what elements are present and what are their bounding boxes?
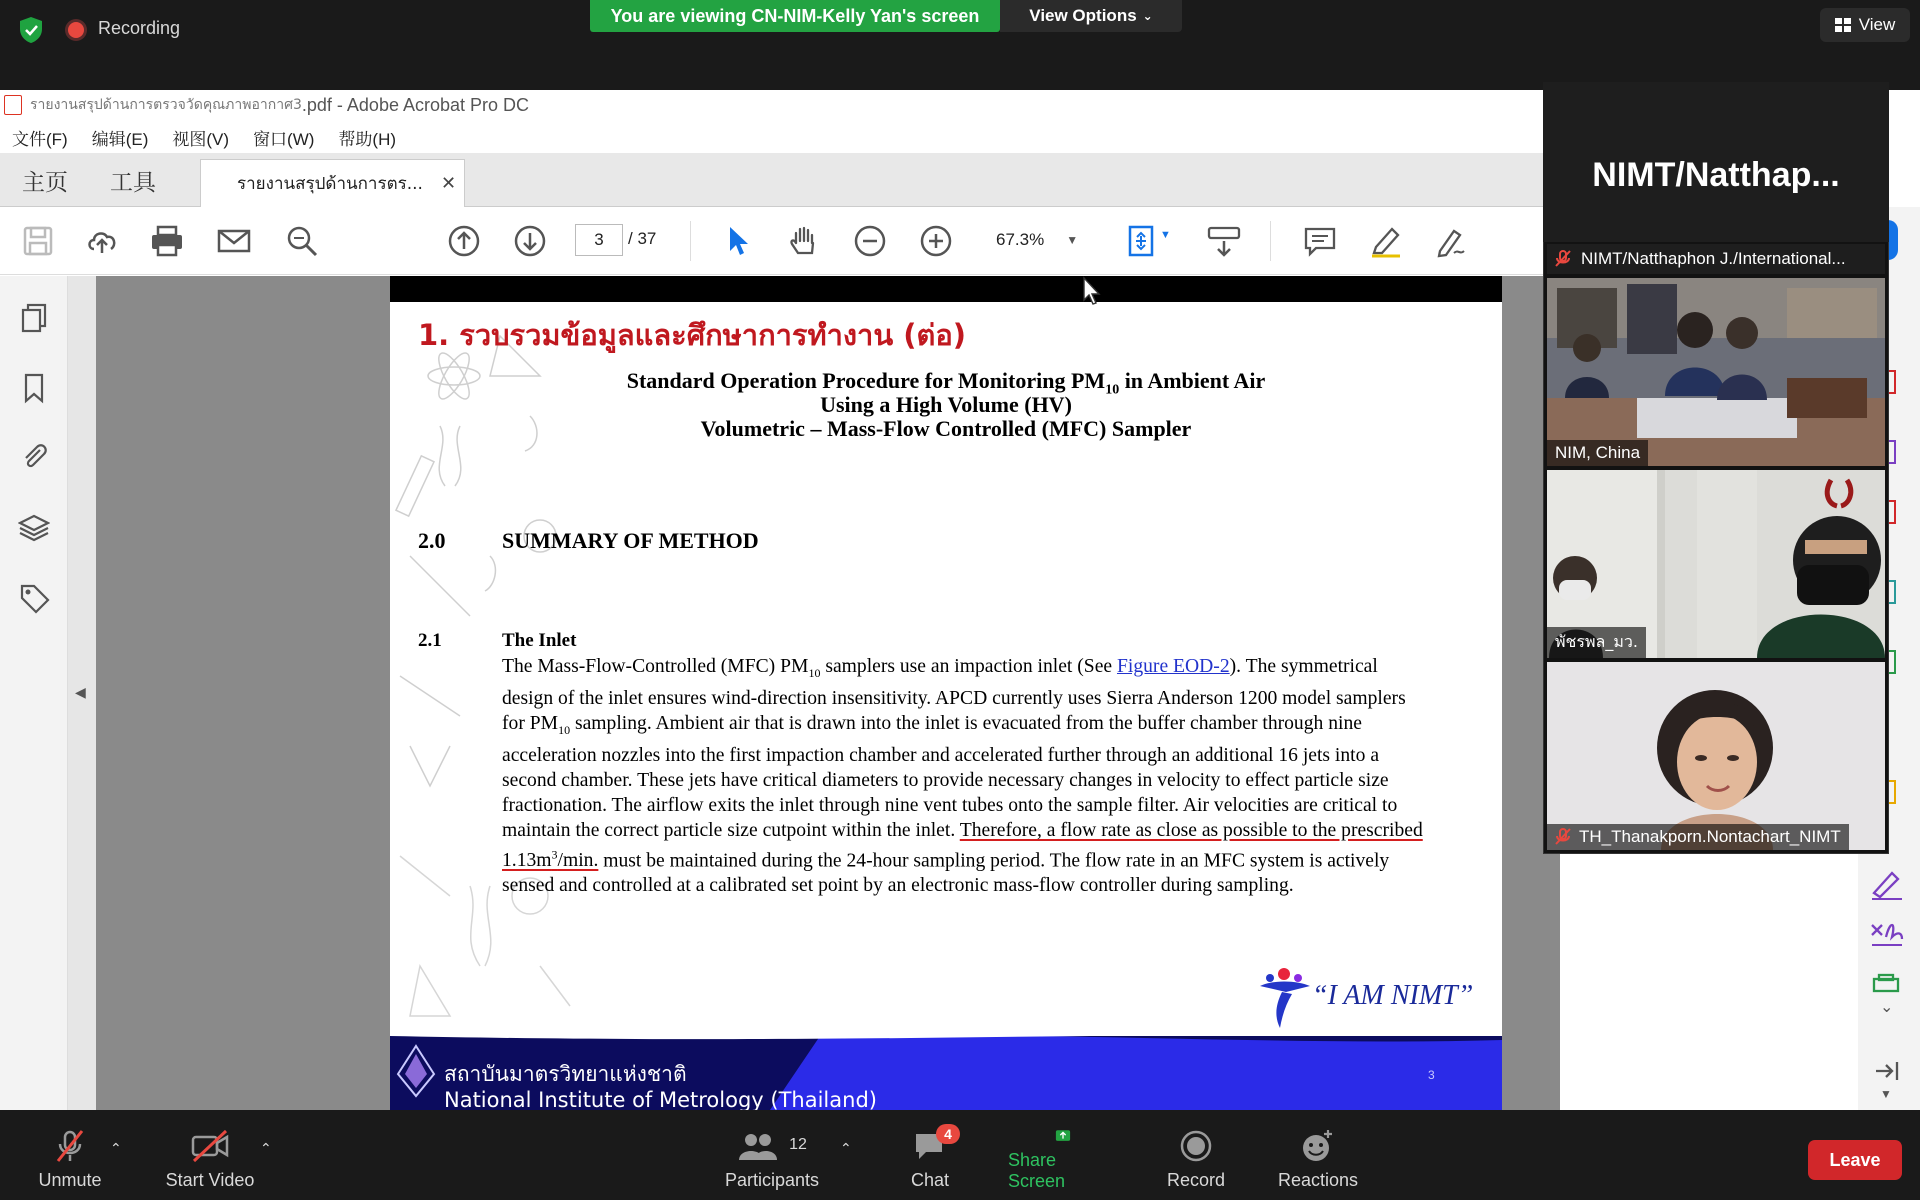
recording-indicator-icon xyxy=(68,22,84,38)
hand-tool-icon[interactable] xyxy=(786,223,822,259)
view-layout-button[interactable] xyxy=(1820,8,1910,42)
hidden-tool-edge xyxy=(1888,650,1896,674)
reactions-button[interactable] xyxy=(1270,1128,1366,1192)
participants-count: 12 xyxy=(789,1136,807,1153)
active-speaker-full-name: NIMT/Natthaphon J./International... xyxy=(1581,249,1846,268)
hidden-tool-edge xyxy=(1888,500,1896,524)
view-label: View xyxy=(1858,15,1896,34)
page-total: / 37 xyxy=(628,229,657,248)
video-tile-participant-2[interactable] xyxy=(1547,470,1885,658)
participants-icon xyxy=(737,1128,779,1164)
doc-title-line-2: Using a High Volume (HV) xyxy=(820,392,1072,417)
slide-page-number: 3 xyxy=(1428,1068,1435,1082)
footer-thai-institute: สถาบันมาตรวิทยาแห่งชาติ xyxy=(444,1062,687,1086)
nimt-figure-icon xyxy=(1252,964,1316,1030)
video-tile-participant-3[interactable] xyxy=(1547,662,1885,850)
collapse-left-icon: ◀ xyxy=(75,684,86,700)
unmute-button[interactable] xyxy=(30,1128,110,1192)
viewing-screen-banner: You are viewing CN-NIM-Kelly Yan's screen xyxy=(590,0,1000,32)
collapse-panel-handle[interactable] xyxy=(68,276,96,1110)
participant-name-label xyxy=(1547,440,1648,466)
toolbar-divider xyxy=(690,221,691,261)
active-speaker-name: NIMT/Natthap... xyxy=(1592,156,1840,194)
tag-icon[interactable] xyxy=(18,582,50,614)
print-icon[interactable] xyxy=(149,223,185,259)
participant-name: NIM, China xyxy=(1555,443,1641,462)
layers-icon[interactable] xyxy=(18,512,50,544)
pdf-page xyxy=(390,276,1502,1110)
attachment-icon[interactable] xyxy=(18,440,50,472)
share-screen-label: Share Screen xyxy=(1008,1150,1066,1191)
menu-view[interactable]: 视图(V) xyxy=(172,129,230,149)
menu-file[interactable]: 文件(F) xyxy=(12,129,68,149)
section-title: SUMMARY OF METHOD xyxy=(502,528,759,553)
caret-down-icon: ▼ xyxy=(1066,233,1079,247)
hidden-tool-edge xyxy=(1888,220,1898,260)
print-production-icon[interactable] xyxy=(1870,973,1904,993)
para-part-5: must be maintained during the 24-hour sampling period. The flow rate in an MFC system is actively sensed and controlled at a calibrated set point by an electronic mass-flow controller during sampling. xyxy=(502,850,1390,897)
thai-slide-heading: 1. รวบรวมข้อมูลและศึกษาการทำงาน (ต่อ) xyxy=(418,318,967,352)
pm-subscript: 10 xyxy=(558,722,571,737)
start-video-label: Start Video xyxy=(165,1170,255,1190)
doc-title-line-3: Volumetric – Mass-Flow Controlled (MFC) Sampler xyxy=(700,416,1192,441)
chat-label: Chat xyxy=(910,1170,950,1190)
subsection-number: 2.1 xyxy=(418,630,442,651)
fit-page-caret-icon[interactable]: ▼ xyxy=(1160,229,1171,241)
reactions-smiley-icon xyxy=(1300,1128,1336,1164)
next-page-icon[interactable] xyxy=(512,223,548,259)
start-video-button[interactable] xyxy=(160,1128,260,1192)
flow-rate-text: Therefore, a flow rate as close as possible to the prescribed 1.13m xyxy=(502,819,1423,872)
toolbar-divider xyxy=(1270,221,1271,261)
chat-unread-badge: 4 xyxy=(936,1124,960,1144)
share-screen-button[interactable] xyxy=(1008,1128,1118,1192)
record-label: Record xyxy=(1166,1170,1226,1190)
para-part-3: ). The symmetrical design of the inlet ensures wind-direction insensitivity. APCD currently uses Sierra Anderson 1200 model samplers for PM xyxy=(502,656,1406,734)
doc-title-line-1-end: in Ambient Air xyxy=(1119,368,1266,393)
hidden-tool-edge xyxy=(1888,370,1896,394)
nimt-emblem-icon xyxy=(394,1044,438,1102)
para-part-4: sampling. Ambient air that is drawn into the inlet is evacuated from the buffer chamber through nine acceleration nozzles into the first impaction chamber and accelerated further through an additional 16 jets into a second chamber. These jets have critical diameters to provide necessary changes in velocity to effect particle size fractionation. The airflow exits the inlet through nine vent tubes onto the sample filter. Air velocities are critical to maintain the correct particle size cutpoint within the inlet. xyxy=(502,712,1398,841)
figure-eod-2-link[interactable]: Figure EOD-2 xyxy=(1116,656,1230,677)
fill-sign-icon[interactable] xyxy=(1868,917,1906,951)
select-cursor-icon[interactable] xyxy=(720,223,756,259)
acrobat-tab-bar xyxy=(0,153,1560,207)
hidden-tool-edge xyxy=(1888,440,1896,464)
participant-name: TH_Thanakporn.Nontachart_NIMT xyxy=(1579,827,1841,846)
zoom-level-select[interactable] xyxy=(980,224,1090,256)
search-icon[interactable] xyxy=(284,223,320,259)
sign-icon[interactable] xyxy=(1434,223,1470,259)
acrobat-toolbar xyxy=(0,207,1560,275)
email-icon[interactable] xyxy=(216,223,252,259)
record-icon xyxy=(1178,1128,1214,1164)
highlight-pen-icon[interactable] xyxy=(1368,223,1404,259)
menu-edit[interactable]: 编辑(E) xyxy=(91,129,149,149)
para-part-1: The Mass-Flow-Controlled (MFC) PM xyxy=(502,656,809,677)
pm-subscript: 10 xyxy=(808,665,821,680)
bookmark-icon[interactable] xyxy=(18,372,50,404)
title-app: .pdf - Adobe Acrobat Pro DC xyxy=(301,94,530,115)
expand-tools-icon[interactable]: ⌄ xyxy=(1880,999,1894,1016)
participant-3-video xyxy=(1547,662,1885,850)
unmute-label: Unmute xyxy=(38,1170,102,1190)
video-tile-nim-china[interactable] xyxy=(1547,278,1885,466)
view-options-label: View Options xyxy=(1029,6,1137,25)
recording-label: Recording xyxy=(98,18,181,38)
participant-name-label xyxy=(1547,627,1646,658)
hidden-tool-edge xyxy=(1888,580,1896,604)
logo-text: “I AM NIMT” xyxy=(1312,980,1474,1011)
participant-name: พัชรพล_มว. xyxy=(1555,632,1638,651)
scroll-down-arrow-icon[interactable]: ▼ xyxy=(1880,1087,1892,1101)
pdf-page-top-band xyxy=(390,276,1502,302)
video-options-chevron-icon[interactable]: ⌃ xyxy=(260,1140,272,1156)
inlet-paragraph xyxy=(502,654,1432,898)
section-number: 2.0 xyxy=(418,528,446,553)
previous-page-icon[interactable] xyxy=(446,223,482,259)
acrobat-menu-bar xyxy=(0,122,1560,152)
zoom-out-icon[interactable] xyxy=(852,223,888,259)
pages-thumbnail-icon[interactable] xyxy=(18,302,50,334)
acrobat-left-rail xyxy=(0,276,68,1110)
participants-button[interactable] xyxy=(720,1128,824,1192)
share-screen-icon xyxy=(1044,1128,1082,1144)
conference-room-video xyxy=(1547,278,1885,466)
muted-mic-icon xyxy=(1555,828,1571,846)
save-icon[interactable] xyxy=(20,223,56,259)
chevron-down-icon: ⌄ xyxy=(1142,9,1153,23)
active-speaker-label-bar xyxy=(1547,244,1885,274)
document-tab-label: รายงานสรุปด้านการตร... xyxy=(237,174,423,194)
menu-window[interactable]: 窗口(W) xyxy=(253,129,315,149)
doc-title-line-1-text: Standard Operation Procedure for Monitoring PM xyxy=(626,368,1106,393)
audio-options-chevron-icon[interactable]: ⌃ xyxy=(110,1140,122,1156)
tab-tools[interactable]: 工具 xyxy=(110,168,156,195)
zoom-meeting-controls xyxy=(0,1110,1920,1200)
cloud-upload-icon[interactable] xyxy=(84,223,120,259)
zoom-level-value: 67.3% xyxy=(996,230,1045,249)
acrobat-title-bar xyxy=(0,90,1560,120)
security-shield-icon[interactable] xyxy=(18,16,44,44)
flow-rate-unit: /min. xyxy=(557,850,599,872)
zoom-in-icon[interactable] xyxy=(918,223,954,259)
cubic-superscript: 3 xyxy=(551,847,558,862)
muted-microphone-icon xyxy=(52,1128,88,1164)
fit-page-icon[interactable] xyxy=(1124,223,1160,259)
close-tab-icon[interactable]: ✕ xyxy=(440,173,457,193)
tab-document[interactable] xyxy=(200,159,465,207)
participants-icon-group xyxy=(737,1128,807,1170)
keyboard-download-icon[interactable] xyxy=(1206,223,1242,259)
hidden-tool-edge xyxy=(1888,780,1896,804)
para-part-2: samplers use an impaction inlet (See xyxy=(820,656,1117,677)
edit-signature-icon[interactable] xyxy=(1868,867,1906,901)
pm-subscript: 10 xyxy=(1105,382,1120,398)
tab-home[interactable]: 主页 xyxy=(22,168,68,195)
subsection-title: The Inlet xyxy=(502,630,577,651)
title-filename: รายงานสรุปด้านการตรวจวัดคุณภาพอากาศ3 xyxy=(30,97,302,113)
menu-help[interactable]: 帮助(H) xyxy=(338,129,397,149)
participants-options-chevron-icon[interactable]: ⌃ xyxy=(840,1140,852,1156)
participant-name-label xyxy=(1547,824,1849,850)
i-am-nimt-logo xyxy=(1252,964,1492,1030)
collapse-right-pane-icon[interactable] xyxy=(1872,1059,1902,1083)
comment-icon[interactable] xyxy=(1302,223,1338,259)
participants-label: Participants xyxy=(724,1170,820,1190)
footer-english-institute: National Institute of Metrology (Thailand) xyxy=(444,1088,877,1110)
grid-view-icon xyxy=(1835,18,1851,32)
reactions-label: Reactions xyxy=(1277,1170,1359,1190)
page-number-input[interactable]: 3 xyxy=(575,224,623,256)
view-options-button[interactable] xyxy=(1000,0,1182,32)
mouse-cursor-icon xyxy=(1082,276,1102,306)
pdf-file-icon xyxy=(4,95,22,115)
video-off-icon xyxy=(190,1128,230,1164)
leave-meeting-button[interactable]: Leave xyxy=(1808,1140,1902,1180)
record-button[interactable] xyxy=(1158,1128,1234,1192)
muted-mic-icon xyxy=(1555,250,1571,268)
